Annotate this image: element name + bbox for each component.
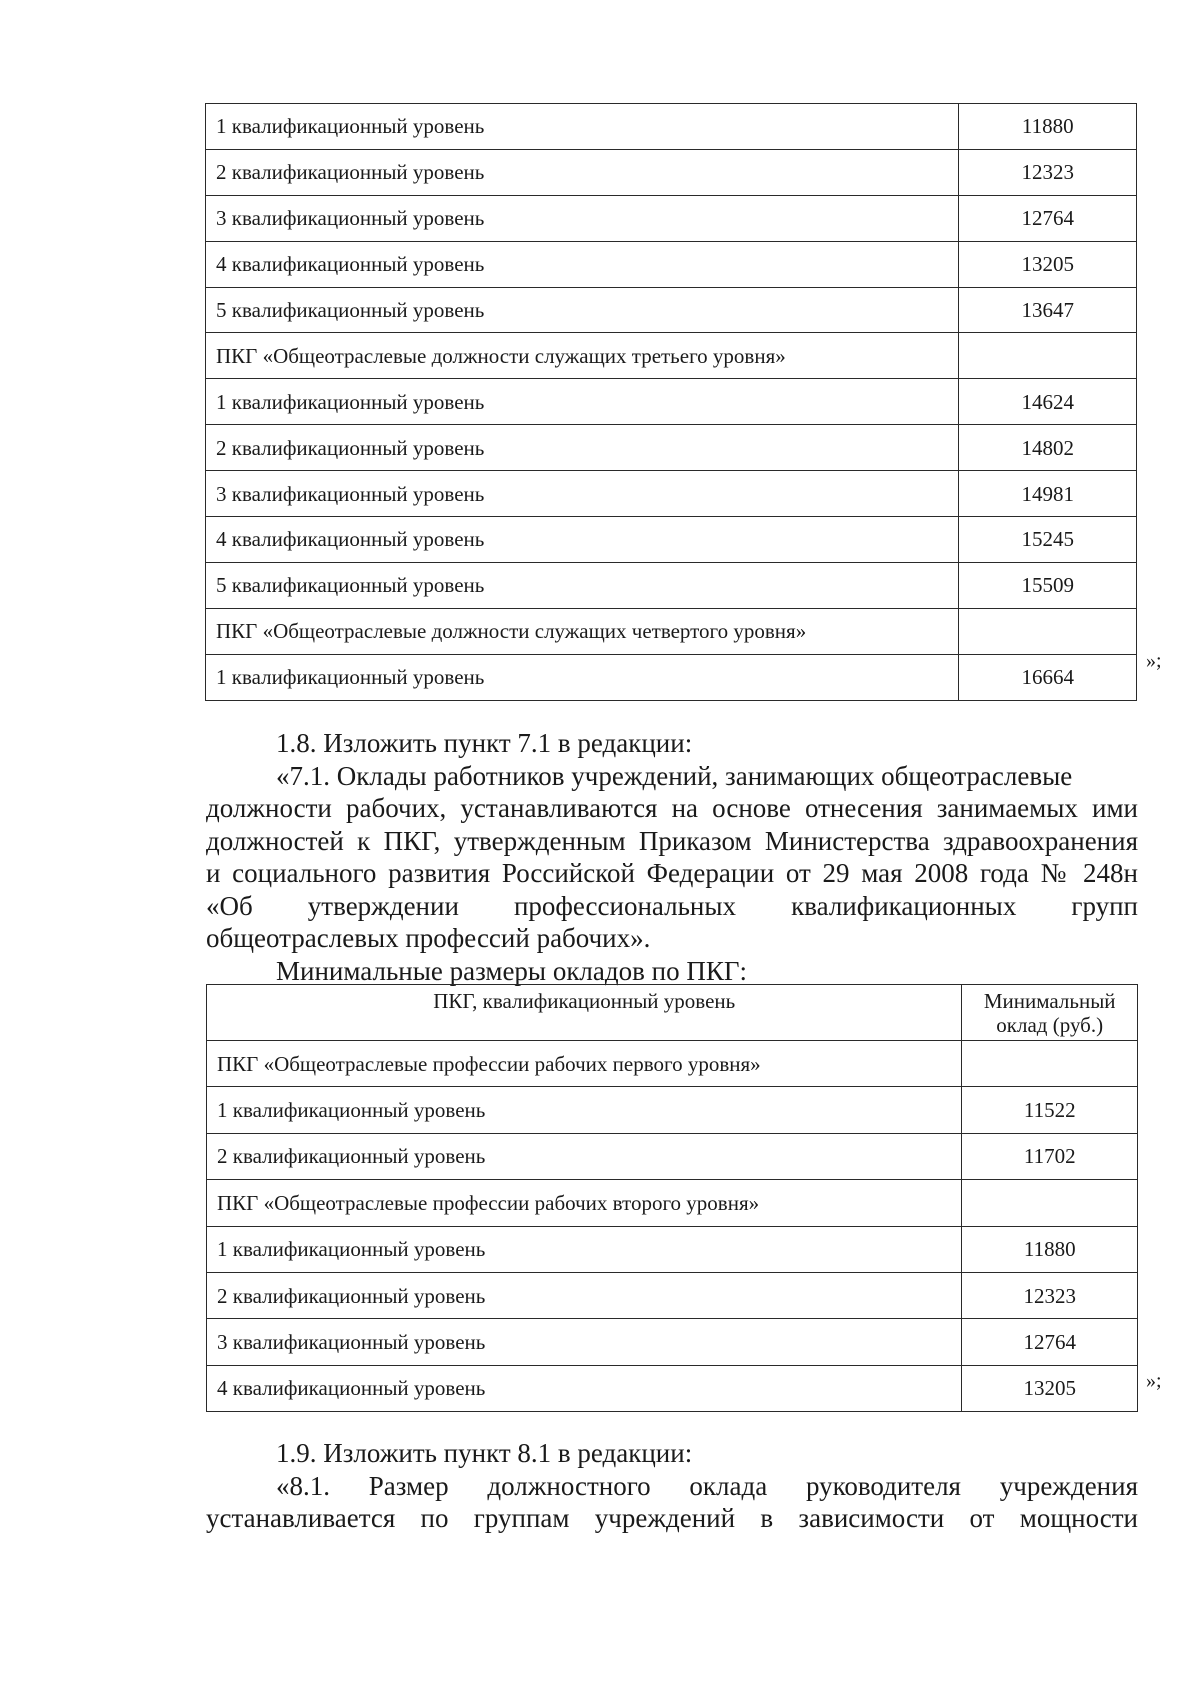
salary-value-cell: 11702	[962, 1133, 1138, 1179]
salary-value-cell: 12323	[962, 1272, 1138, 1318]
qualification-level-cell: 1 квалификационный уровень	[207, 1226, 962, 1272]
qualification-level-cell: 2 квалификационный уровень	[207, 1272, 962, 1318]
table-row	[207, 1365, 1138, 1411]
qualification-level-cell: 4 квалификационный уровень	[207, 1365, 962, 1411]
group-heading-cell: ПКГ «Общеотраслевые должности служащих третьего уровня»	[206, 333, 959, 379]
table-caption: Минимальные размеры окладов по ПКГ:	[276, 955, 747, 986]
salary-value-cell: 12323	[959, 149, 1137, 195]
qualification-level-cell: 1 квалификационный уровень	[206, 104, 959, 150]
salary-table-employees	[205, 103, 1137, 701]
salary-value-cell	[962, 1180, 1138, 1226]
qualification-level-cell: 2 квалификационный уровень	[206, 425, 959, 471]
salary-value-cell: 11880	[962, 1226, 1138, 1272]
salary-value-cell: 14981	[959, 471, 1137, 517]
salary-value-cell: 12764	[962, 1319, 1138, 1365]
paragraph-line: общеотраслевых профессий рабочих».	[206, 923, 651, 953]
section-1-8	[206, 727, 1138, 987]
qualification-level-cell: 2 квалификационный уровень	[206, 149, 959, 195]
table1-closing-mark: »;	[1146, 650, 1162, 672]
table-row	[207, 1087, 1138, 1133]
qualification-level-cell: 3 квалификационный уровень	[206, 195, 959, 241]
table-row	[206, 241, 1137, 287]
qualification-level-cell: 4 квалификационный уровень	[206, 517, 959, 563]
salary-value-cell: 13647	[959, 287, 1137, 333]
group-heading-cell: ПКГ «Общеотраслевые профессии рабочих второго уровня»	[207, 1180, 962, 1226]
table-row	[206, 425, 1137, 471]
table-row	[206, 195, 1137, 241]
paragraph-line: устанавливается по группам учреждений в зависимости от мощности	[206, 1503, 1138, 1533]
salary-value-cell	[959, 608, 1137, 654]
group-heading-cell: ПКГ «Общеотраслевые профессии рабочих первого уровня»	[207, 1041, 962, 1087]
table-row-group-heading	[207, 1180, 1138, 1226]
salary-value-cell: 12764	[959, 195, 1137, 241]
table-row	[206, 562, 1137, 608]
salary-value-cell: 11880	[959, 104, 1137, 150]
table-row	[207, 1133, 1138, 1179]
table-row	[206, 471, 1137, 517]
qualification-level-cell: 4 квалификационный уровень	[206, 241, 959, 287]
salary-value-cell: 14624	[959, 379, 1137, 425]
table-row	[207, 1272, 1138, 1318]
table-row-group-heading	[206, 333, 1137, 379]
paragraph-line: и социального развития Российской Федерации от 29 мая 2008 года № 248н	[206, 858, 1138, 888]
table-header-row	[207, 985, 1138, 1041]
qualification-level-cell: 1 квалификационный уровень	[207, 1087, 962, 1133]
salary-value-cell: 14802	[959, 425, 1137, 471]
table-row	[206, 287, 1137, 333]
table-row-group-heading	[207, 1041, 1138, 1087]
qualification-level-cell: 5 квалификационный уровень	[206, 562, 959, 608]
salary-value-cell: 13205	[962, 1365, 1138, 1411]
salary-value-cell: 13205	[959, 241, 1137, 287]
table-row	[206, 517, 1137, 563]
section-heading: 1.8. Изложить пункт 7.1 в редакции:	[276, 728, 693, 758]
group-heading-cell: ПКГ «Общеотраслевые должности служащих четвертого уровня»	[206, 608, 959, 654]
salary-value-cell: 16664	[959, 654, 1137, 700]
qualification-level-cell: 1 квалификационный уровень	[206, 379, 959, 425]
section-1-9	[206, 1437, 1138, 1535]
qualification-level-cell: 2 квалификационный уровень	[207, 1133, 962, 1179]
qualification-level-cell: 1 квалификационный уровень	[206, 654, 959, 700]
qualification-level-cell: 5 квалификационный уровень	[206, 287, 959, 333]
paragraph-line: должности рабочих, устанавливаются на основе отнесения занимаемых ими	[206, 793, 1138, 823]
paragraph-line: «Об утверждении профессиональных квалификационных групп	[206, 890, 1138, 921]
qualification-level-cell: 3 квалификационный уровень	[207, 1319, 962, 1365]
table-row	[206, 104, 1137, 150]
qualification-level-cell: 3 квалификационный уровень	[206, 471, 959, 517]
table-row	[206, 379, 1137, 425]
salary-value-cell	[959, 333, 1137, 379]
table-row	[207, 1319, 1138, 1365]
table-row	[206, 149, 1137, 195]
table-row	[207, 1226, 1138, 1272]
paragraph-line: «8.1. Размер должностного оклада руководителя учреждения	[276, 1470, 1138, 1501]
paragraph-line: должностей к ПКГ, утвержденным Приказом Министерства здравоохранения	[206, 825, 1138, 856]
paragraph-line: «7.1. Оклады работников учреждений, занимающих общеотраслевые	[276, 760, 1073, 791]
column-header-qualification: ПКГ, квалификационный уровень	[207, 985, 962, 1041]
column-header-min-salary: Минимальный оклад (руб.)	[962, 985, 1138, 1041]
salary-value-cell	[962, 1041, 1138, 1087]
table-row	[206, 654, 1137, 700]
table2-closing-mark: »;	[1146, 1370, 1162, 1392]
salary-value-cell: 15509	[959, 562, 1137, 608]
table-row-group-heading	[206, 608, 1137, 654]
salary-value-cell: 15245	[959, 517, 1137, 563]
section-heading: 1.9. Изложить пункт 8.1 в редакции:	[276, 1438, 693, 1468]
salary-table-workers	[206, 984, 1138, 1412]
salary-value-cell: 11522	[962, 1087, 1138, 1133]
